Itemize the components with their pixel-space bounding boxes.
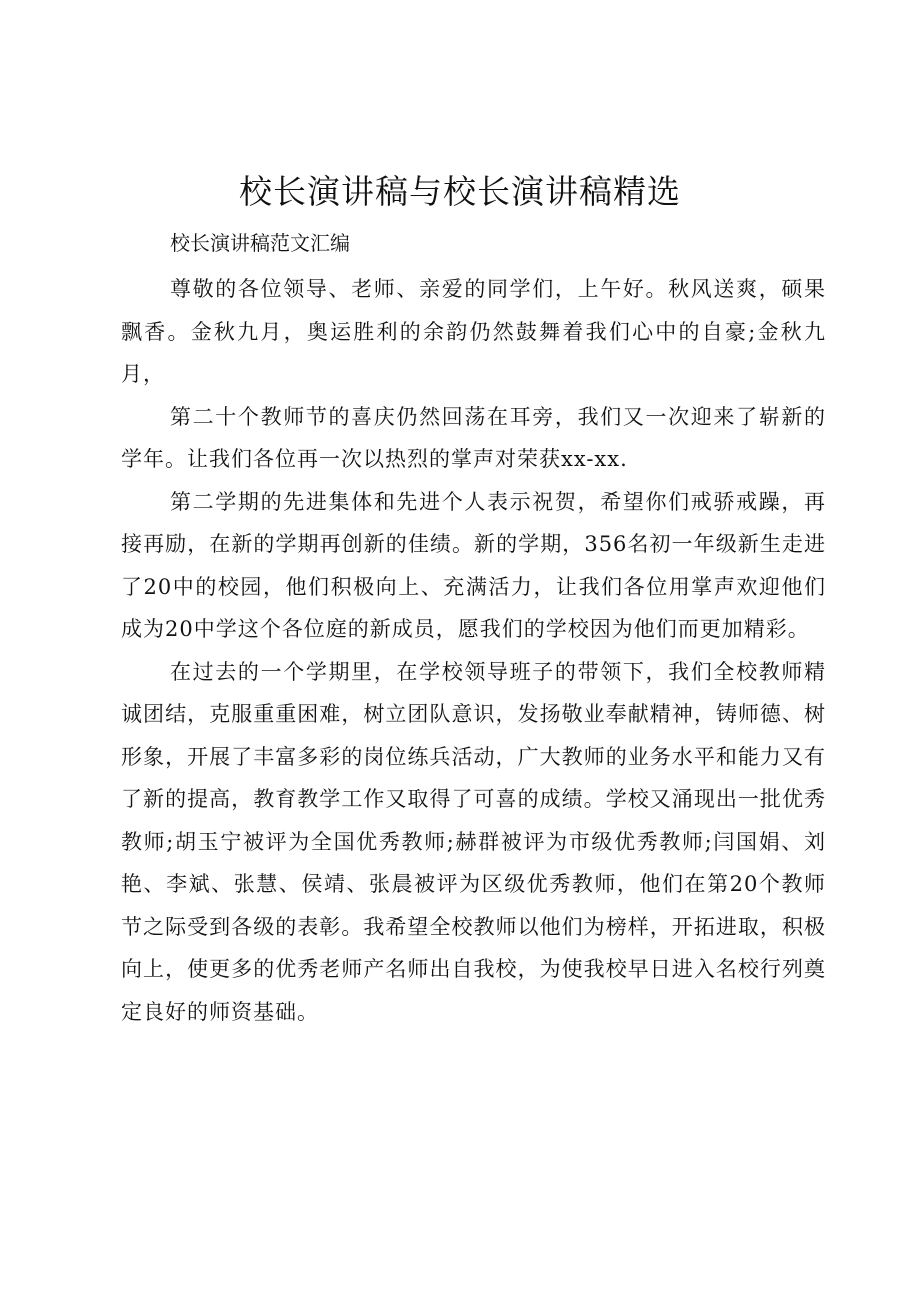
document-title: 校长演讲稿与校长演讲稿精选 <box>239 172 681 211</box>
paragraph-teachers-day: 第二十个教师节的喜庆仍然回荡在耳旁，我们又一次迎来了崭新的学年。让我们各位再一次以热烈的掌声对荣获xx-xx. <box>121 404 826 471</box>
document-body <box>121 268 826 1033</box>
document-subtitle: 校长演讲稿范文汇编 <box>170 231 350 255</box>
paragraph-achievements: 在过去的一个学期里，在学校领导班子的带领下，我们全校教师精诚团结，克服重重困难，树立团队意识，发扬敬业奉献精神，铸师德、树形象，开展了丰富多彩的岗位练兵活动，广大教师的业务水平和能力又有了新的提高，教育教学工作又取得了可喜的成绩。学校又涌现出一批优秀教师;胡玉宁被评为全国优秀教师;赫群被评为市级优秀教师;闫国娟、刘艳、李斌、张慧、侯靖、张晨被评为区级优秀教师，他们在第20个教师节之际受到各级的表彰。我希望全校教师以他们为榜样，开拓进取，积极向上，使更多的优秀老师产名师出自我校，为使我校早日进入名校行列奠定良好的师资基础。 <box>121 659 826 1024</box>
paragraph-greeting: 尊敬的各位领导、老师、亲爱的同学们，上午好。秋风送爽，硕果飘香。金秋九月，奥运胜利的余韵仍然鼓舞着我们心中的自豪;金秋九月， <box>121 277 826 386</box>
paragraph-new-semester: 第二学期的先进集体和先进个人表示祝贺，希望你们戒骄戒躁，再接再励，在新的学期再创新的佳绩。新的学期，356名初一年级新生走进了20中的校园，他们积极向上、充满活力，让我们各位用掌声欢迎他们成为20中学这个各位庭的新成员，愿我们的学校因为他们而更加精彩。 <box>121 489 826 641</box>
